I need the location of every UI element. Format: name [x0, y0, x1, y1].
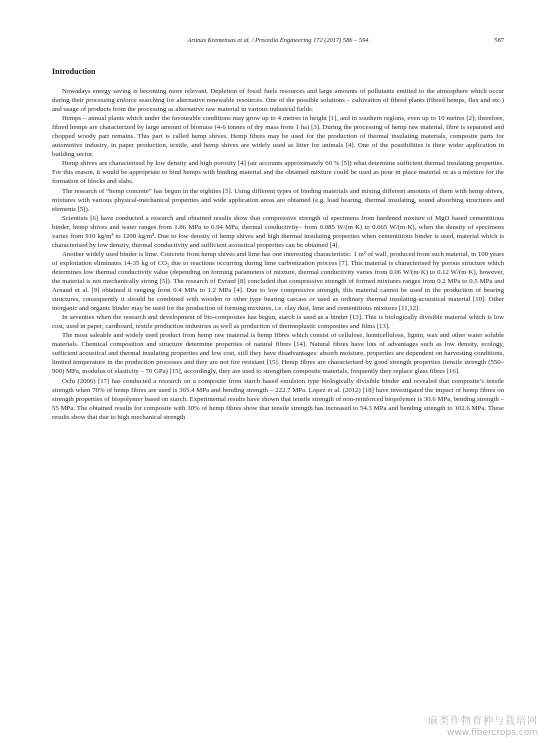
journal-citation: Arūnas Kremensas et al. / Procedia Engineering 172 (2017) 586 – 594: [187, 37, 369, 44]
paragraph: The research of “hemp concrete” has begun in the eighties [5]. Using different types of binding materials and mixing different amounts of them with hemp shives, mixtures with various physical-mechanical properties and wide application areas are obtained (e.g. load bearing, thermal insulating, sound absorbing structures and elements [5]).: [52, 187, 504, 213]
paragraph: Another widely used binder is lime. Concrete from hemp shives and lime has one interesting characteristic: 1 m² of wall, produced from such material, in 100 years of exploitation eliminates 14-35 kg of CO₂ due to reactions occurring during lime carbonization process [7]. This material is characterised by porous structure which determines low thermal conductivity value (depending on forming parameters of mixture, thermal conductivity varies from 0.06 W/(m·K) to 0.12 W/(m·K), however, the material is not mechanically strong [5]). The research of Evrard [8] concluded that compressive strength of formed mixtures ranges from 0.2 MPa to 0.5 MPa and Arnaud et al. [9] obtained it ranging from 0.4 MPa to 1.2 MPa [4]. Due to low compressive strength, this material cannot be used in the production of bearing structures, consequently it should be combined with wooden or other type bearing carcass or used as ordinary thermal insulating-acoustical material [10]. Other inorganic and organic binder may be used for the production of forming mixtures, i.e. clay dust, lime and cementitious mixtures [11,12].: [52, 250, 504, 313]
page-number: 587: [494, 37, 504, 44]
paragraph: Ochi (2006) [17] has conducted a research on a composite from starch based emulsion type biologically divisible binder and revealed that composite’s tensile strength when 70% of hemp fibres are used is 365.4 MPa and bending strength – 222.7 MPa. Lopez et al. (2012) [18] have investigated the impact of hemp fibres on strength properties of biopolymer based on starch. Experimental results have shown that tensile strength of non-reinforced biopolymer is 30.6 MPa, bending strength – 55 MPa. The obtained results for composite with 30% of hemp fibres show that tensile strength has increased to 54.3 MPa and bending strength to 102.6 MPa. These results show that due to high mechanical strength: [52, 377, 504, 421]
paragraph: Scientists [6] have conducted a research and obtained results show that compressive strength of specimens from hardened mixture of MgO based cementitious binder, hemp shives and water ranges from 1.86 MPa to 6.94 MPa, thermal conductivity– from 0.085 W/(m·K) to 0.065 W/(m·K), when the density of specimens varies from 910 kg/m³ to 1200 kg/m³. Due to low density of hemp shives and high thermal insulating properties when cementitious binder is used, material which is characterised by low density, thermal conductivity and sufficient acoustical properties can be obtained [4].: [52, 214, 504, 249]
paragraph: Nowadays energy saving is becoming more relevant. Depletion of fossil fuels resources and large amounts of pollutants emitted to the atmosphere which occur during their processing enforce searching for alternative renewable resources. One of the possible solutions – cultivation of fibred plants (fibred hemps, flax and etc.) and usage of products from the processing as alternative raw material in various industrial fields.: [52, 88, 504, 114]
section-title: Introduction: [52, 67, 96, 76]
watermark-chinese-text: 麻类作物育种与栽培网: [428, 716, 538, 727]
paragraph: In seventies when the research and development of bio-composites has begun, starch is used as a binder [13]. This is biologically divisible material which is low cost, used in paper, cardboard, textile production industries as well as production of thermoplastic composites and films [13].: [52, 314, 504, 331]
watermark: [428, 716, 538, 739]
body-text: [52, 87, 504, 422]
running-header: [52, 34, 504, 48]
paragraph: Hemp shives are characterised by low density and high porosity [4] (air accounts approximately 60 % [5]) what determine sufficient thermal insulating properties. For this reason, it would be appropriate to bind hemps with binding material and the obtained mixture could be used as pour in place material or as a mixture for the formation of blocks and slabs.: [52, 160, 504, 186]
watermark-url: www.fibercrops.com: [447, 728, 538, 738]
paragraph: Hemps – annual plants which under the favourable conditions may grow up to 4 metres in height [1], and in southern regions, even up to 10 metres [2]; therefore, fibred hemps are characterized by large amount of biomass (4-6 tonnes of dry mass from 1 ha) [3]. During the processing of hemp raw material, fibre is separated and chopped woody part remains. This part is called hemp shives. Hemp fibres may be used for the production of thermal insulating materials, composite parts for automotive industry, in paper production, textile, and hemp shives are widely used as litter for animals [4]. One of the possibilities is their wider application in building sector.: [52, 115, 504, 159]
paragraph: The most saleable and widely used product from hemp raw material is hemp fibres which consist of cellulose, hemicellulose, lignin, wax and other water soluble materials. Chemical composition and structure determine properties of natural fibres [14]. Natural fibres have lots of advantages such as low density, ecology, sufficient acoustical and thermal insulating properties and low cost, still they have disadvantages: absorb moisture, properties are dependent on harvesting conditions, limited temperature in the production processes and they are not fire resistant [15]. Hemp fibres are characterised by good strength properties (tensile strength (550–900) MPa, modulus of elasticity – 70 GPa) [15], accordingly, they are used to strengthen composite materials, frequently they replace glass fibres [16].: [52, 332, 504, 376]
